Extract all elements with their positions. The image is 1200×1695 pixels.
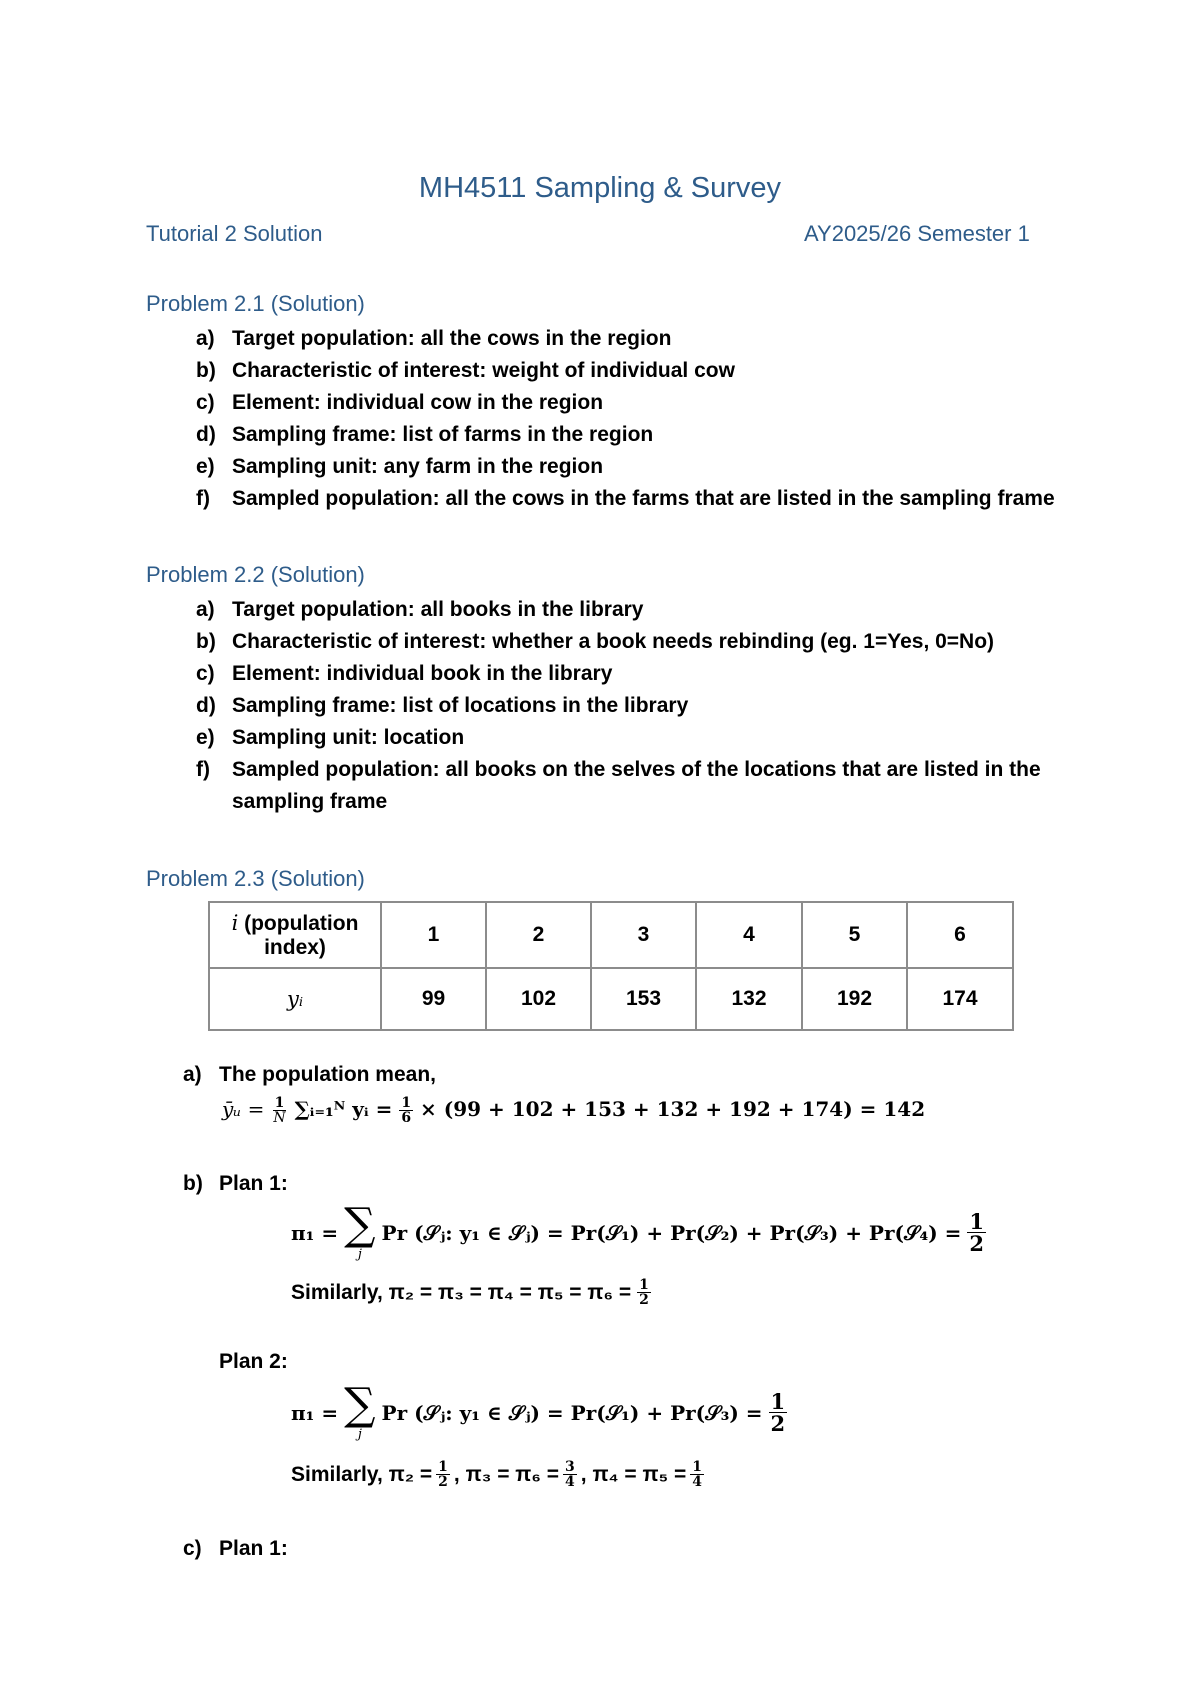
list-item: c) Element: individual cow in the region	[196, 391, 604, 414]
part-a-text: The population mean,	[219, 1063, 437, 1086]
list-item: e) Sampling unit: any farm in the region	[196, 455, 604, 478]
sigma-symbol: ∑	[344, 1199, 376, 1250]
fraction: $\frac{1}{2}$	[438, 1459, 448, 1490]
fraction: $\frac{3}{4}$	[565, 1459, 575, 1490]
list-item: b) Characteristic of interest: whether a book needs rebinding (eg. 1=Yes, 0=No)	[196, 630, 995, 653]
list-item: d) Sampling frame: list of locations in the library	[196, 694, 689, 717]
table-cell: 1	[381, 902, 486, 968]
table-cell: 3	[591, 902, 696, 968]
plan-1-similarly: Similarly, π₂ = π₃ = π₄ = π₅ = π₆ = $\frac{1}{2}$	[291, 1277, 649, 1308]
part-b-label: b)	[183, 1172, 203, 1195]
summation: ∑ j	[344, 1199, 376, 1262]
list-item: b) Characteristic of interest: weight of individual cow	[196, 359, 735, 382]
table-row	[209, 968, 1013, 1030]
problem-2-1-heading: Problem 2.1 (Solution)	[146, 291, 365, 316]
document-title: MH4511 Sampling & Survey	[418, 172, 782, 204]
population-mean-formula: ȳᵤ = $\frac{1}{N}$ ∑ᵢ₌₁ᴺ yᵢ = $\frac{1}{6}$ × (99 + 102 + 153 + 132 + 192 + 174) = 142	[222, 1095, 926, 1126]
fraction: $\frac{1}{2}$	[639, 1277, 649, 1308]
population-table	[208, 901, 1014, 1031]
list-item: e) Sampling unit: location	[196, 726, 465, 749]
list-item: f) Sampled population: all the cows in the farms that are listed in the sampling frame	[196, 487, 1055, 510]
table-cell: 102	[486, 968, 591, 1030]
table-cell: 6	[907, 902, 1013, 968]
fraction: $\frac{1}{N}$	[273, 1095, 286, 1126]
problem-2-3-heading: Problem 2.3 (Solution)	[146, 866, 365, 891]
table-cell: 99	[381, 968, 486, 1030]
plan-2-label: Plan 2:	[219, 1350, 288, 1373]
part-c-label: c)	[183, 1537, 202, 1560]
fraction: $\frac{1}{2}$	[969, 1209, 985, 1256]
problem-2-2-heading: Problem 2.2 (Solution)	[146, 562, 365, 587]
table-cell: 174	[907, 968, 1013, 1030]
list-item: f) Sampled population: all books on the selves of the locations that are listed in the sampling frame	[196, 758, 1041, 813]
tutorial-label: Tutorial 2 Solution	[146, 221, 323, 246]
fraction: $\frac{1}{4}$	[692, 1459, 703, 1490]
list-item: a) Target population: all books in the library	[196, 598, 644, 621]
table-header-cell: i (population index)	[209, 902, 381, 968]
plan-2-formula: π₁ = ∑ j Pr (𝒮ⱼ: y₁ ∈ 𝒮ⱼ) = Pr(𝒮₁) + Pr(𝒮₃) = $\frac{1}{2}$	[291, 1379, 786, 1442]
table-cell: 132	[696, 968, 802, 1030]
sigma-symbol: ∑	[344, 1379, 376, 1430]
table-cell: 4	[696, 902, 802, 968]
table-row	[209, 902, 1013, 968]
plan-2-similarly: Similarly, π₂ = $\frac{1}{2}$ , π₃ = π₆ = $\frac{3}{4}$ , π₄ = π₅ = $\frac{1}{4}$	[291, 1459, 703, 1490]
list-item: d) Sampling frame: list of farms in the region	[196, 423, 654, 446]
table-cell: 2	[486, 902, 591, 968]
fraction: $\frac{1}{2}$	[770, 1389, 786, 1436]
problem-2-2-list	[146, 594, 1076, 818]
plan-1-formula: π₁ = ∑ j Pr (𝒮ⱼ: y₁ ∈ 𝒮ⱼ) = Pr(𝒮₁) + Pr(𝒮₂) + Pr(𝒮₃) + Pr(𝒮₄) = $\frac{1}{2}$	[291, 1199, 985, 1262]
list-item: c) Element: individual book in the library	[196, 662, 613, 685]
part-c-plan-1-label: Plan 1:	[219, 1537, 288, 1560]
plan-1-label: Plan 1:	[219, 1172, 288, 1195]
table-cell: 5	[802, 902, 907, 968]
semester-label: AY2025/26 Semester 1	[804, 221, 1030, 246]
part-a-label: a)	[183, 1063, 202, 1086]
table-cell: 153	[591, 968, 696, 1030]
fraction: $\frac{1}{6}$	[401, 1095, 412, 1126]
summation: ∑ j	[344, 1379, 376, 1442]
table-cell: 192	[802, 968, 907, 1030]
problem-2-1-list	[146, 323, 1106, 515]
table-header-cell: yᵢ	[209, 968, 381, 1030]
list-item: a) Target population: all the cows in the region	[196, 327, 672, 350]
